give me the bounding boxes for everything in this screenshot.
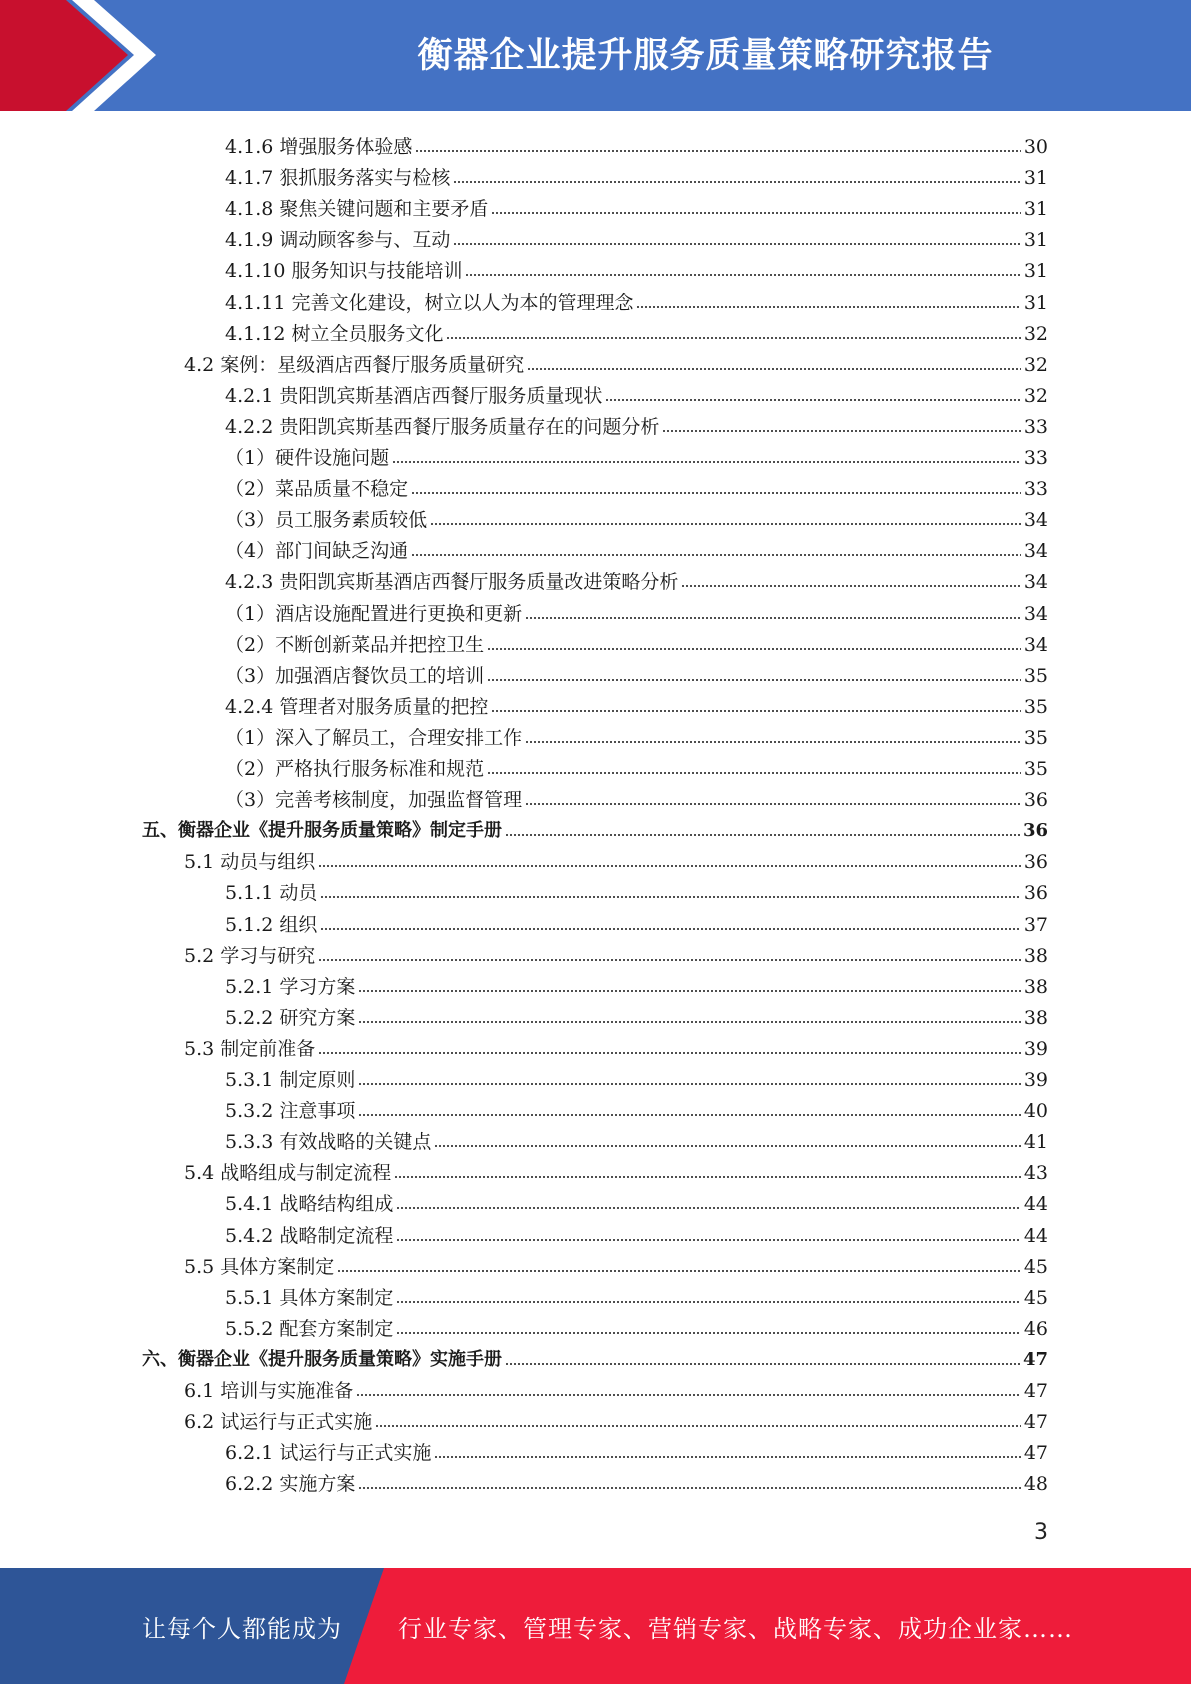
toc-entry-page: 45 (1023, 1286, 1048, 1309)
toc-entry-page: 34 (1023, 540, 1048, 563)
toc-leader-dots (392, 459, 1021, 465)
toc-entry-page: 34 (1023, 509, 1048, 532)
toc-entry-page: 37 (1023, 913, 1048, 936)
toc-entry-page: 31 (1023, 291, 1048, 314)
toc-entry[interactable] (225, 1310, 1048, 1341)
toc-entry-page: 48 (1023, 1473, 1048, 1496)
toc-entry-label: （2）不断创新菜品并把控卫生 (225, 633, 485, 656)
toc-entry-page: 36 (1022, 820, 1048, 842)
toc-entry-page: 34 (1023, 571, 1048, 594)
toc-leader-dots (487, 677, 1021, 683)
toc-leader-dots (491, 708, 1020, 714)
toc-entry-page: 34 (1023, 602, 1048, 625)
toc-leader-dots (358, 988, 1020, 994)
toc-entry-label: 4.2.2 贵阳凯宾斯基西餐厅服务质量存在的问题分析 (225, 415, 660, 438)
toc-entry-page: 36 (1023, 851, 1048, 874)
toc-entry-page: 43 (1023, 1162, 1048, 1185)
toc-leader-dots (318, 1050, 1021, 1056)
toc-entry[interactable] (225, 595, 1048, 626)
toc-entry-label: 6.2.1 试运行与正式实施 (225, 1442, 432, 1465)
toc-entry-label: 4.2.3 贵阳凯宾斯基酒店西餐厅服务质量改进策略分析 (225, 571, 679, 594)
toc-entry[interactable] (225, 999, 1048, 1030)
toc-entry-label: （1）深入了解员工，合理安排工作 (225, 726, 523, 749)
toc-leader-dots (446, 335, 1020, 341)
toc-entry[interactable] (225, 470, 1048, 501)
toc-entry-label: 6.1 培训与实施准备 (184, 1380, 354, 1402)
toc-leader-dots (434, 1454, 1020, 1460)
toc-entry-label: 5.4.2 战略制定流程 (225, 1224, 394, 1247)
toc-entry-label: 5.5.1 具体方案制定 (225, 1286, 394, 1309)
toc-leader-dots (337, 1268, 1021, 1274)
toc-entry-page: 47 (1022, 1348, 1048, 1370)
toc-leader-dots (411, 490, 1021, 496)
toc-entry-label: （2）菜品质量不稳定 (225, 478, 409, 501)
toc-leader-dots (605, 397, 1020, 403)
toc-entry[interactable] (225, 315, 1048, 346)
toc-leader-dots (525, 739, 1021, 745)
toc-entry-label: （2）严格执行服务标准和规范 (225, 758, 485, 780)
toc-entry-page: 33 (1023, 415, 1048, 438)
toc-leader-dots (375, 1423, 1021, 1429)
toc-entry-page: 40 (1023, 1100, 1048, 1123)
toc-entry-page: 32 (1023, 353, 1048, 376)
toc-entry[interactable] (225, 968, 1048, 999)
toc-leader-dots (434, 1143, 1020, 1149)
toc-leader-dots (505, 1361, 1020, 1367)
page-number: 3 (1034, 1520, 1048, 1545)
toc-entry[interactable] (184, 346, 1048, 377)
toc-entry[interactable] (184, 937, 1048, 968)
toc-entry-label: 5.1 动员与组织 (184, 851, 316, 874)
toc-entry-page: 31 (1023, 229, 1048, 252)
toc-entry[interactable] (225, 252, 1048, 283)
toc-entry-page: 32 (1023, 384, 1048, 407)
toc-entry-label: 5.2.1 学习方案 (225, 975, 356, 998)
toc-leader-dots (527, 366, 1021, 372)
toc-entry-page: 31 (1023, 260, 1048, 283)
toc-leader-dots (396, 1299, 1020, 1305)
toc-entry[interactable] (225, 657, 1048, 688)
toc-entry[interactable] (225, 377, 1048, 408)
toc-leader-dots (505, 832, 1020, 838)
toc-entry-page: 46 (1023, 1317, 1048, 1340)
toc-entry[interactable] (225, 1279, 1048, 1310)
toc-entry[interactable] (225, 1217, 1048, 1248)
toc-entry[interactable] (225, 906, 1048, 937)
toc-entry-page: 38 (1023, 1006, 1048, 1029)
toc-leader-dots (487, 646, 1021, 652)
toc-entry[interactable] (184, 1372, 1048, 1403)
toc-entry-label: （3）员工服务素质较低 (225, 509, 428, 532)
toc-entry[interactable] (225, 750, 1048, 781)
toc-entry-label: 6.2.2 实施方案 (225, 1473, 356, 1496)
toc-entry-label: 4.2.1 贵阳凯宾斯基酒店西餐厅服务质量现状 (225, 384, 603, 407)
toc-entry-page: 33 (1023, 447, 1048, 469)
toc-entry[interactable] (225, 284, 1048, 315)
toc-entry[interactable] (184, 1030, 1048, 1061)
toc-entry-label: 4.1.12 树立全员服务文化 (225, 322, 444, 345)
toc-entry-label: 4.2.4 管理者对服务质量的把控 (225, 695, 489, 718)
toc-entry-page: 31 (1023, 198, 1048, 221)
toc-entry[interactable] (184, 843, 1048, 874)
toc-entry-page: 38 (1023, 944, 1048, 967)
header-banner (0, 0, 1191, 111)
toc-entry-label: （3）加强酒店餐饮员工的培训 (225, 664, 485, 687)
toc-entry-label: 六、衡器企业《提升服务质量策略》实施手册 (142, 1348, 502, 1370)
toc-entry[interactable] (225, 128, 1048, 159)
toc-entry-page: 35 (1023, 664, 1048, 687)
toc-entry-label: 5.5.2 配套方案制定 (225, 1317, 394, 1340)
toc-entry-label: （1）酒店设施配置进行更换和更新 (225, 602, 523, 625)
toc-entry-page: 35 (1023, 695, 1048, 718)
toc-entry-page: 44 (1023, 1193, 1048, 1216)
toc-entry-page: 41 (1023, 1131, 1048, 1154)
toc-entry-label: 4.1.7 狠抓服务落实与检核 (225, 167, 451, 190)
toc-leader-dots (358, 1112, 1020, 1118)
toc-leader-dots (318, 957, 1021, 963)
toc-entry-page: 44 (1023, 1224, 1048, 1247)
toc-leader-dots (396, 1237, 1020, 1243)
toc-entry-page: 38 (1023, 975, 1048, 998)
toc-entry-label: （1）硬件设施问题 (225, 447, 390, 469)
toc-entry-label: （3）完善考核制度，加强监督管理 (225, 789, 523, 812)
toc-entry[interactable] (225, 719, 1048, 750)
toc-entry-page: 36 (1023, 789, 1048, 812)
toc-entry-label: 4.1.10 服务知识与技能培训 (225, 260, 463, 283)
toc-entry[interactable] (142, 1341, 1048, 1372)
toc-entry-label: 5.2.2 研究方案 (225, 1006, 356, 1029)
toc-entry[interactable] (225, 1123, 1048, 1154)
toc-entry-page: 34 (1023, 633, 1048, 656)
toc-entry-page: 47 (1023, 1380, 1048, 1402)
toc-entry-page: 39 (1023, 1069, 1048, 1091)
toc-entry-label: 4.1.11 完善文化建设，树立以人为本的管理理念 (225, 291, 634, 314)
toc-leader-dots (320, 894, 1020, 900)
toc-entry[interactable] (184, 1154, 1048, 1185)
toc-leader-dots (525, 801, 1021, 807)
toc-leader-dots (681, 583, 1020, 589)
toc-entry-label: 5.3 制定前准备 (184, 1037, 316, 1060)
toc-entry-page: 47 (1023, 1442, 1048, 1465)
toc-entry-label: 5.3.1 制定原则 (225, 1069, 356, 1091)
footer-slogan: 让每个人都能成为 (142, 1614, 342, 1643)
toc-entry[interactable] (225, 874, 1048, 905)
toc-leader-dots (356, 1392, 1021, 1398)
toc-leader-dots (453, 179, 1020, 185)
toc-entry-page: 30 (1023, 136, 1048, 158)
toc-entry-label: 4.1.9 调动顾客参与、互动 (225, 229, 451, 252)
toc-entry-label: 5.2 学习与研究 (184, 944, 316, 967)
toc-leader-dots (525, 615, 1021, 621)
toc-entry[interactable] (225, 1185, 1048, 1216)
toc-entry-label: 5.5 具体方案制定 (184, 1255, 335, 1278)
toc-leader-dots (411, 552, 1021, 558)
toc-entry[interactable] (225, 1061, 1048, 1092)
toc-entry-page: 35 (1023, 758, 1048, 780)
toc-entry-label: 5.4 战略组成与制定流程 (184, 1162, 392, 1185)
toc-entry-label: 4.1.8 聚焦关键问题和主要矛盾 (225, 198, 489, 221)
toc-entry-page: 36 (1023, 882, 1048, 905)
toc-entry[interactable] (225, 439, 1048, 470)
toc-entry-label: 五、衡器企业《提升服务质量策略》制定手册 (142, 820, 502, 842)
toc-leader-dots (396, 1330, 1020, 1336)
toc-entry[interactable] (225, 159, 1048, 190)
toc-leader-dots (430, 521, 1021, 527)
toc-leader-dots (415, 148, 1020, 154)
toc-entry[interactable] (225, 688, 1048, 719)
toc-entry-label: 5.1.2 组织 (225, 913, 318, 936)
toc-entry-label: 6.2 试运行与正式实施 (184, 1411, 373, 1434)
footer-banner (0, 1568, 1191, 1684)
toc-leader-dots (396, 1205, 1020, 1211)
toc-entry[interactable] (225, 501, 1048, 532)
toc-leader-dots (487, 770, 1021, 776)
toc-entry[interactable] (225, 190, 1048, 221)
toc-leader-dots (320, 926, 1020, 932)
toc-leader-dots (358, 1485, 1020, 1491)
toc-leader-dots (453, 241, 1020, 247)
toc-entry-label: 5.1.1 动员 (225, 882, 318, 905)
toc-entry[interactable] (225, 532, 1048, 563)
toc-entry-page: 32 (1023, 322, 1048, 345)
toc-entry[interactable] (225, 563, 1048, 594)
toc-entry[interactable] (225, 626, 1048, 657)
toc-entry-label: 4.1.6 增强服务体验感 (225, 136, 413, 158)
toc-leader-dots (662, 428, 1020, 434)
toc-leader-dots (358, 1019, 1020, 1025)
toc-entry-label: 5.3.2 注意事项 (225, 1100, 356, 1123)
toc-entry[interactable] (184, 1248, 1048, 1279)
toc-entry-page: 31 (1023, 167, 1048, 190)
toc-leader-dots (318, 863, 1021, 869)
toc-entry-page: 47 (1023, 1411, 1048, 1434)
toc-entry-page: 45 (1023, 1255, 1048, 1278)
toc-leader-dots (394, 1174, 1021, 1180)
toc-entry-page: 35 (1023, 726, 1048, 749)
toc-leader-dots (636, 304, 1020, 310)
toc-entry[interactable] (184, 1403, 1048, 1434)
footer-roles: 行业专家、管理专家、营销专家、战略专家、成功企业家…… (398, 1614, 1073, 1643)
toc-entry-label: 5.3.3 有效战略的关键点 (225, 1131, 432, 1154)
toc-entry-page: 39 (1023, 1037, 1048, 1060)
toc-entry[interactable] (225, 408, 1048, 439)
toc-entry-label: 4.2 案例：星级酒店西餐厅服务质量研究 (184, 353, 525, 376)
toc-entry[interactable] (225, 1465, 1048, 1496)
toc-entry-page: 33 (1023, 478, 1048, 501)
toc-leader-dots (358, 1081, 1020, 1087)
toc-entry[interactable] (225, 1092, 1048, 1123)
toc-entry-label: （4）部门间缺乏沟通 (225, 540, 409, 563)
toc-entry[interactable] (142, 812, 1048, 843)
toc-entry[interactable] (225, 781, 1048, 812)
toc-leader-dots (491, 210, 1020, 216)
document-title: 衡器企业提升服务质量策略研究报告 (417, 35, 994, 76)
toc-entry-label: 5.4.1 战略结构组成 (225, 1193, 394, 1216)
toc-entry[interactable] (225, 221, 1048, 252)
toc-leader-dots (465, 272, 1020, 278)
toc-entry[interactable] (225, 1434, 1048, 1465)
